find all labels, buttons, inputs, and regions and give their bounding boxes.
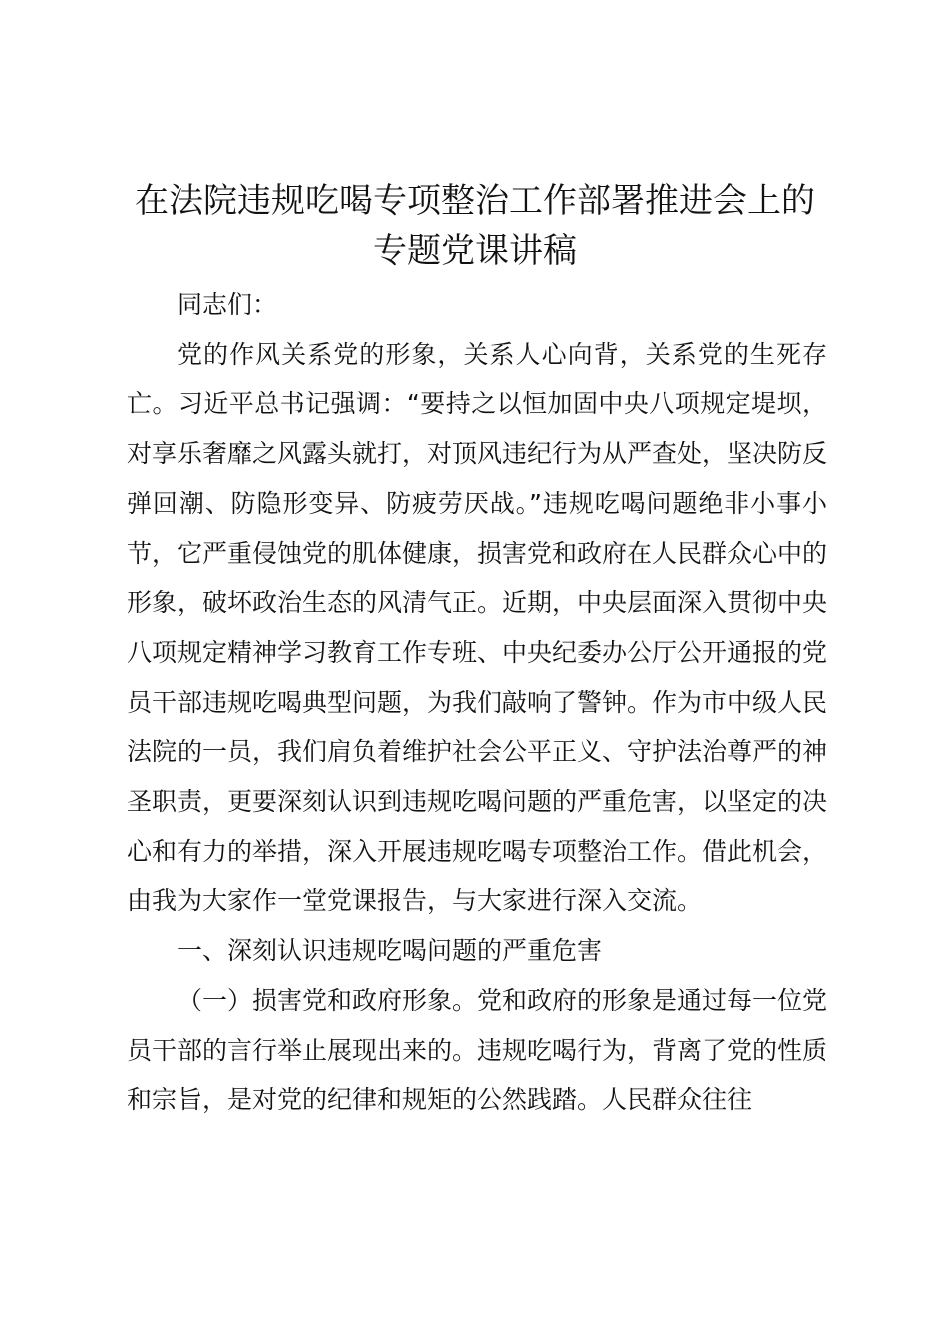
paragraph-1: 党的作风关系党的形象，关系人心向背，关系党的生死存亡。习近平总书记强调：“要持之以恒加固中央八项规定堤坝，对享乐奢靡之风露头就打，对顶风违纪行为从严查处，坚决防反弹回潮、防隐形变异、防疲劳厌战。”违规吃喝问题绝非小事小节，它严重侵蚀党的肌体健康，损害党和政府在人民群众心中的形象，破坏政治生态的风清气正。近期，中央层面深入贯彻中央八项规定精神学习教育工作专班、中央纪委办公厅公开通报的党员干部违规吃喝典型问题，为我们敲响了警钟。作为市中级人民法院的一员，我们肩负着维护社会公平正义、守护法治尊严的神圣职责，更要深刻认识到违规吃喝问题的严重危害，以坚定的决心和有力的举措，深入开展违规吃喝专项整治工作。借此机会，由我为大家作一堂党课报告，与大家进行深入交流。 bbox=[127, 339, 828, 916]
section-heading-1: 一、深刻认识违规吃喝问题的严重危害 bbox=[177, 936, 603, 966]
document-body bbox=[127, 280, 827, 1125]
title-line-2: 专题党课讲稿 bbox=[373, 231, 577, 271]
title-line-1: 在法院违规吃喝专项整治工作部署推进会上的 bbox=[135, 181, 815, 221]
salutation: 同志们： bbox=[177, 290, 278, 319]
document-title bbox=[0, 176, 950, 276]
paragraph-2: （一）损害党和政府形象。党和政府的形象是通过每一位党员干部的言行举止展现出来的。违规吃喝行为，背离了党的性质和宗旨，是对党的纪律和规矩的公然践踏。人民群众往往 bbox=[127, 985, 828, 1115]
